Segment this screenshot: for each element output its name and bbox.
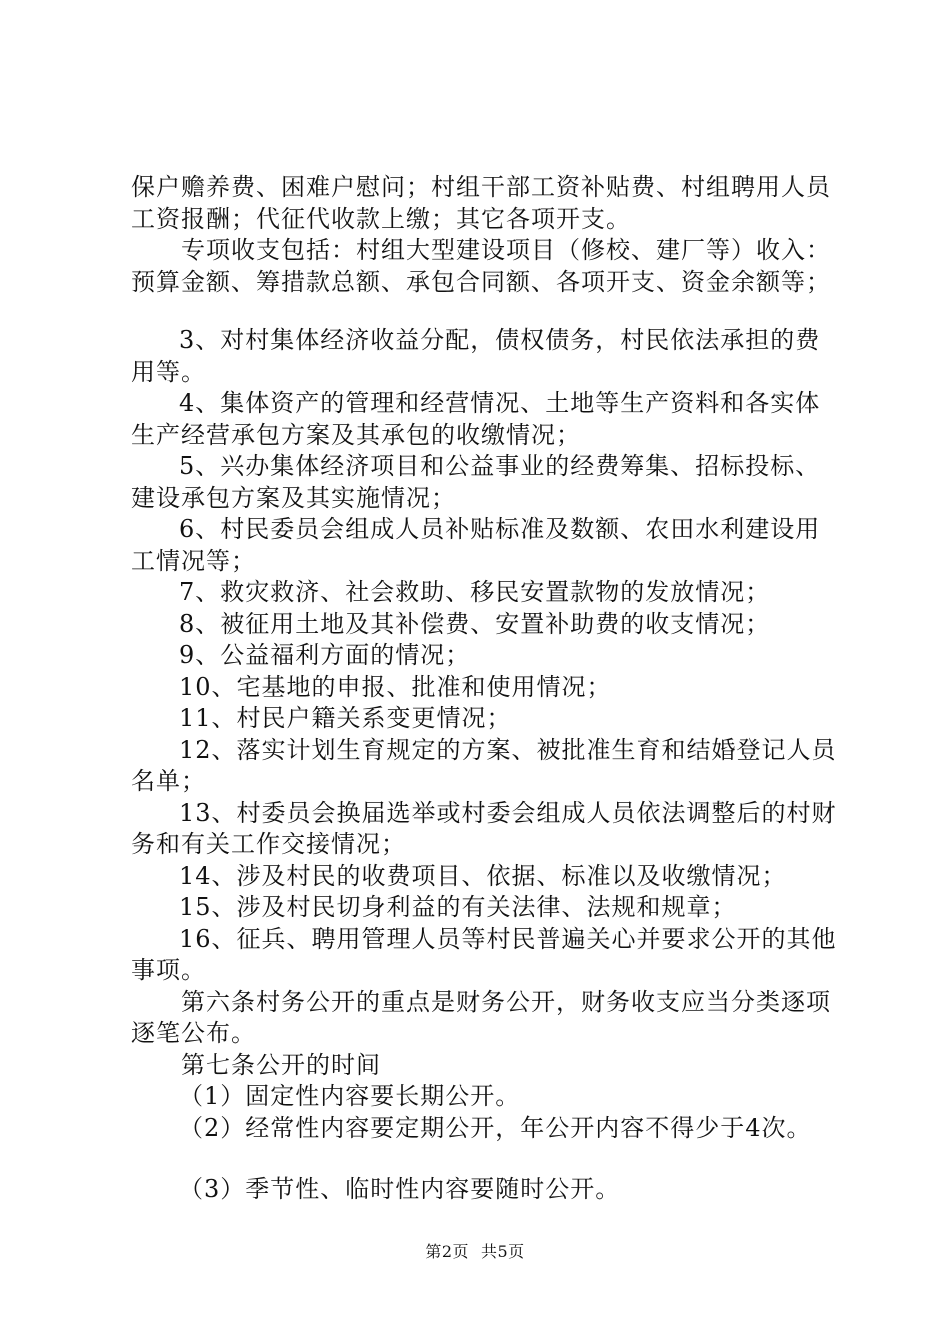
list-item-3: 3、对村集体经济收益分配，债权债务，村民依法承担的费用等。 [131, 326, 821, 386]
list-item-12: 12、落实计划生育规定的方案、被批准生育和结婚登记人员名单； [131, 735, 837, 795]
page-number: 第2页 [425, 1242, 469, 1261]
list-item-8: 8、被征用土地及其补偿费、安置补助费的收支情况； [179, 609, 771, 638]
timing-item-2: （2）经常性内容要定期公开，年公开内容不得少于4次。 [179, 1113, 812, 1142]
list-item-15: 15、涉及村民切身利益的有关法律、法规和规章； [179, 893, 737, 921]
list-item-13: 13、村委员会换届选举或村委会组成人员依法调整后的村财务和有关工作交接情况； [131, 798, 837, 858]
list-item-11: 11、村民户籍关系变更情况； [179, 704, 512, 732]
list-item-14: 14、涉及村民的收费项目、依据、标准以及收缴情况； [179, 861, 787, 890]
list-item-10: 10、宅基地的申报、批准和使用情况； [179, 672, 612, 701]
timing-item-1: （1）固定性内容要长期公开。 [179, 1082, 521, 1110]
article-7-heading: 第七条公开的时间 [181, 1050, 381, 1079]
page-footer [0, 1242, 950, 1262]
article-6: 第六条村务公开的重点是财务公开，财务收支应当分类逐项逐笔公布。 [131, 987, 831, 1047]
list-item-16: 16、征兵、聘用管理人员等村民普遍关心并要求公开的其他事项。 [131, 924, 837, 984]
paragraph-gap [131, 1144, 843, 1174]
paragraph-continuation: 保户赡养费、困难户慰问；村组干部工资补贴费、村组聘用人员工资报酬；代征代收款上缴；其它各项开支。 [131, 173, 831, 233]
paragraph-gap [131, 298, 843, 325]
timing-item-3: （3）季节性、临时性内容要随时公开。 [179, 1175, 621, 1203]
list-item-9: 9、公益福利方面的情况； [179, 641, 471, 669]
list-item-5: 5、兴办集体经济项目和公益事业的经费筹集、招标投标、建设承包方案及其实施情况； [131, 452, 821, 512]
paragraph-special-income: 专项收支包括：村组大型建设项目（修校、建厂等）收入：预算金额、筹措款总额、承包合同额、各项开支、资金余额等； [131, 236, 831, 296]
list-item-4: 4、集体资产的管理和经营情况、土地等生产资料和各实体生产经营承包方案及其承包的收缴情况； [131, 389, 821, 449]
document-body [131, 172, 843, 1206]
list-item-7: 7、救灾救济、社会救助、移民安置款物的发放情况； [179, 578, 771, 606]
total-pages: 共5页 [481, 1242, 525, 1261]
list-item-6: 6、村民委员会组成人员补贴标准及数额、农田水利建设用工情况等； [131, 515, 821, 575]
